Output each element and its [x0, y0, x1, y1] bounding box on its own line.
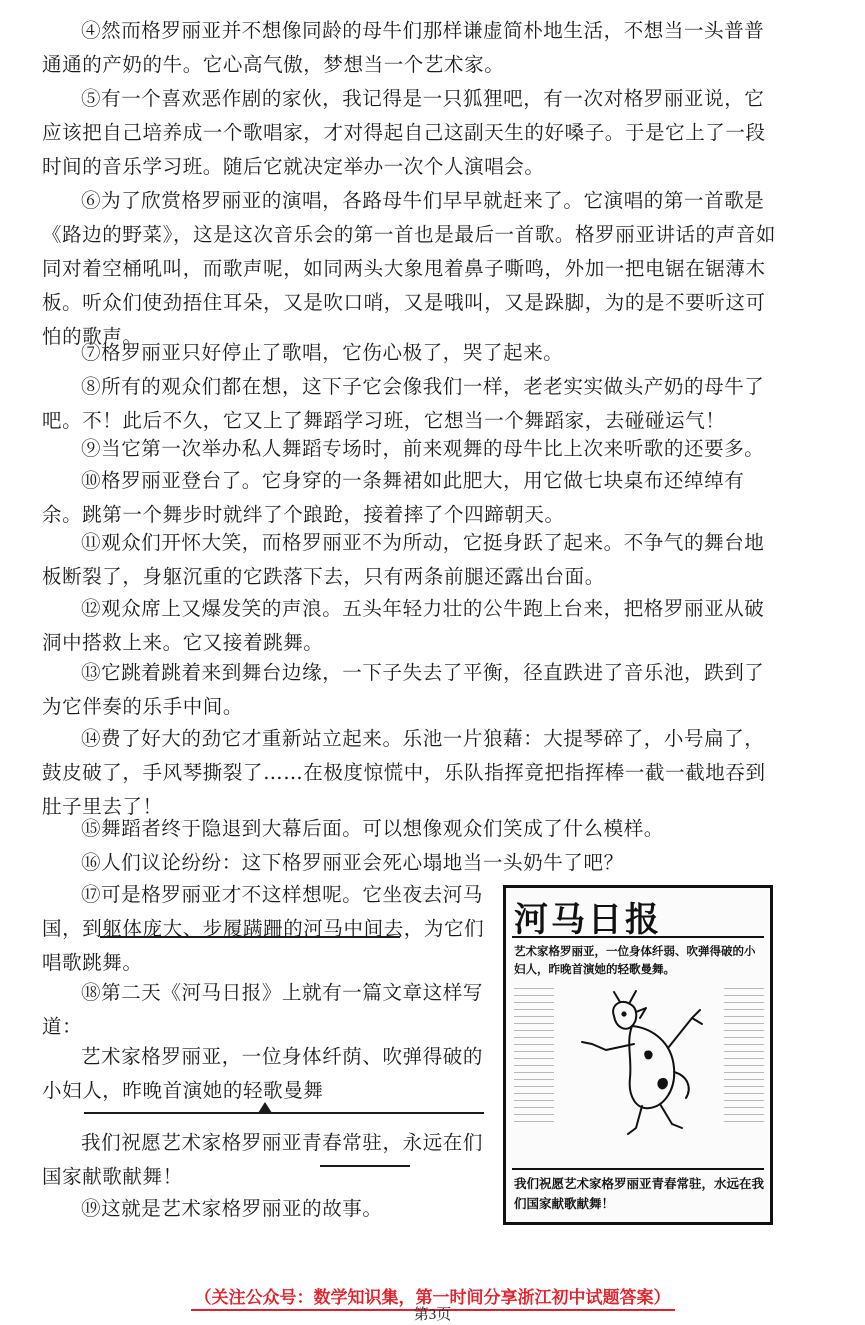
page-number: 第3页 [413, 1307, 452, 1323]
paragraph-5: ⑤有一个喜欢恶作剧的家伙，我记得是一只狐狸吧，有一次对格罗丽亚说，它应该把自己培养成一个歌唱家，才对得起自己这副天生的好嗓子。于是它上了一段时间的音乐学习班。随后它就决定举办一次个人演唱会。 [42, 87, 766, 178]
newspaper-column-right [724, 988, 764, 1138]
newspaper-title: 河马日报 [514, 900, 662, 940]
newspaper-column-left [514, 988, 554, 1138]
handwritten-underline [100, 936, 400, 938]
paragraph-8: ⑧所有的观众们都在想，这下子它会像我们一样，老老实实做头产奶的母牛了吧。不！此后不久，它又上了舞蹈学习班，它想当一个舞蹈家，去碰碰运气！ [42, 375, 765, 432]
paragraph-6: ⑥为了欣赏格罗丽亚的演唱，各路母牛们早早就赶来了。它演唱的第一首歌是《路边的野菜》，这是这次音乐会的第一首也是最后一首歌。格罗丽亚讲话的声音如同对着空桶吼叫，而歌声呢，如同两头大象甩着鼻子嘶鸣，外加一把电锯在锯薄木板。听众们使劲捂住耳朵，又是吹口哨，又是哦叫，又是跺脚，为的是不要听这可怕的歌声。 [42, 189, 776, 348]
paragraph-16: ⑯人们议论纷纷：这下格罗丽亚会死心塌地当一头奶牛了吧？ [81, 851, 624, 874]
divider-rule [84, 1112, 484, 1114]
paragraph-10: ⑩格罗丽亚登台了。它身穿的一条舞裙如此肥大，用它做七块桌布还绰绰有余。跳第一个舞步时就绊了个踉跄，接着摔了个四蹄朝天。 [42, 469, 745, 526]
paragraph-9: ⑨当它第一次举办私人舞蹈专场时，前来观舞的母牛比上次来听歌的还要多。 [81, 437, 765, 460]
dancing-cow-icon [576, 988, 716, 1138]
newspaper-illustration [503, 885, 773, 1225]
paragraph-15: ⑮舞蹈者终于隐退到大幕后面。可以想像观众们笑成了什么模样。 [81, 817, 664, 840]
article-quote-line-2: 我们祝愿艺术家格罗丽亚青春常驻，永远在们国家献歌献舞！ [42, 1131, 484, 1188]
handwritten-underline-2 [320, 1165, 410, 1167]
triangle-marker-icon [258, 1102, 272, 1113]
paragraph-11: ⑪观众们开怀大笑，而格罗丽亚不为所动，它挺身跃了起来。不争气的舞台地板断裂了，身躯沉重的它跌落下去，只有两条前腿还露出台面。 [42, 531, 765, 588]
newspaper-lead: 艺术家格罗丽亚，一位身体纤弱、吹弹得破的小妇人，昨晚首演她的轻歌曼舞。 [514, 944, 756, 976]
article-quote-line-1: 艺术家格罗丽亚，一位身体纤荫、吹弹得破的小妇人，昨晚首演她的轻歌曼舞 [42, 1045, 484, 1102]
newspaper-footer: 我们祝愿艺术家格罗丽亚青春常驻，水远在我们国家献歌献舞！ [514, 1176, 765, 1211]
paragraph-4: ④然而格罗丽亚并不想像同龄的母牛们那样谦虚简朴地生活，不想当一头普普通通的产奶的牛。它心高气傲，梦想当一个艺术家。 [42, 19, 765, 76]
footer-note-text: （关注公众号：数学知识集，第一时间分享浙江初中试题答案） [191, 1288, 675, 1311]
paragraph-14: ⑭费了好大的劲它才重新站立起来。乐池一片狼藉：大提琴碎了，小号扁了，鼓皮破了，手风琴撕裂了……在极度惊慌中，乐队指挥竟把指挥棒一截一截地吞到肚子里去了！ [42, 727, 766, 818]
paragraph-19: ⑲这就是艺术家格罗丽亚的故事。 [81, 1197, 383, 1220]
paragraph-12: ⑫观众席上又爆发笑的声浪。五头年轻力壮的公牛跑上台来，把格罗丽亚从破洞中搭救上来。它又接着跳舞。 [42, 597, 765, 654]
paragraph-7: ⑦格罗丽亚只好停止了歌唱，它伤心极了，哭了起来。 [81, 341, 564, 364]
paragraph-18: ⑱第二天《河马日报》上就有一篇文章这样写道： [42, 981, 484, 1038]
paragraph-13: ⑬它跳着跳着来到舞台边缘，一下子失去了平衡，径直跌进了音乐池，跌到了为它伴奏的乐手中间。 [42, 661, 765, 718]
paragraph-17: ⑰可是格罗丽亚才不这样想呢。它坐夜去河马国，到躯体庞大、步履蹒跚的河马中间去，为它们唱歌跳舞。 [42, 883, 485, 974]
newspaper-rule-top [512, 936, 764, 938]
newspaper-rule-bottom [512, 1168, 764, 1170]
